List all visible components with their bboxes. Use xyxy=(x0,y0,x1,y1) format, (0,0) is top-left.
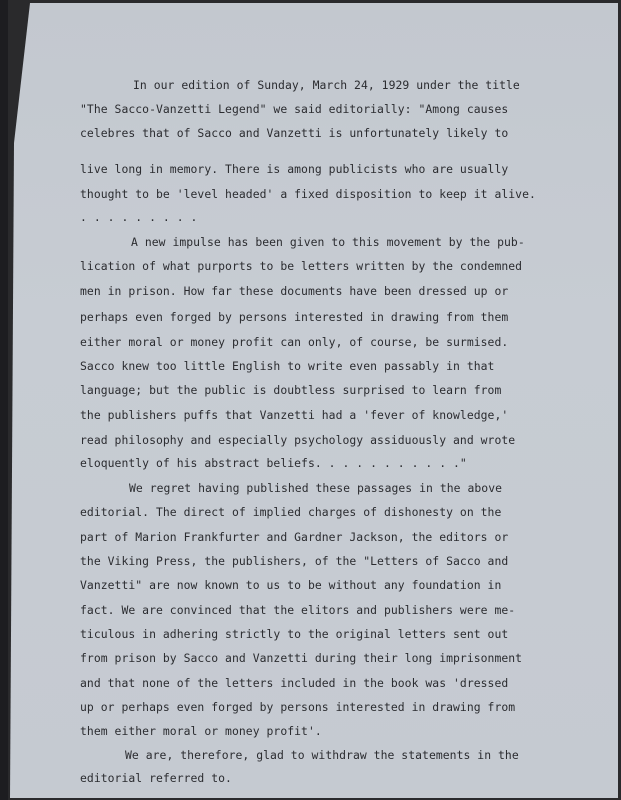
text-line: Sacco knew too little English to write even passably in that xyxy=(80,359,495,373)
text-line: part of Marion Frankfurter and Gardner Jackson, the editors or xyxy=(80,530,509,544)
text-line: eloquently of his abstract beliefs. . . . . . . . . . ." xyxy=(80,456,467,470)
text-line: celebres that of Sacco and Vanzetti is unfortunately likely to xyxy=(80,126,509,140)
text-line: either moral or money profit can only, of course, be surmised. xyxy=(80,335,509,349)
text-line: We are, therefore, glad to withdraw the statements in the xyxy=(125,748,519,762)
text-line: In our edition of Sunday, March 24, 1929 under the title xyxy=(133,78,520,92)
text-line: thought to be 'level headed' a fixed disposition to keep it alive. xyxy=(80,187,536,201)
text-line: Vanzetti" are now known to us to be without any foundation in xyxy=(80,578,502,592)
text-line: men in prison. How far these documents have been dressed up or xyxy=(80,284,509,298)
text-line: A new impulse has been given to this movement by the pub- xyxy=(131,235,525,249)
text-line: editorial. The direct of implied charges of dishonesty on the xyxy=(80,505,502,519)
text-line: and that none of the letters included in the book was 'dressed xyxy=(80,676,509,690)
text-line: the Viking Press, the publishers, of the "Letters of Sacco and xyxy=(80,554,509,568)
text-line: ticulous in adhering strictly to the original letters sent out xyxy=(80,627,509,641)
text-line: read philosophy and especially psychology assiduously and wrote xyxy=(80,433,516,447)
ellipsis-line: . . . . . . . . . xyxy=(80,210,198,224)
text-line: language; but the public is doubtless surprised to learn from xyxy=(80,383,502,397)
text-line: them either moral or money profit'. xyxy=(80,724,322,738)
text-line: from prison by Sacco and Vanzetti during their long imprisonment xyxy=(80,651,523,665)
text-line: live long in memory. There is among publicists who are usually xyxy=(80,162,509,176)
text-line: perhaps even forged by persons interested in drawing from them xyxy=(80,310,509,324)
text-line: fact. We are convinced that the elitors and publishers were me- xyxy=(80,603,516,617)
text-line: We regret having published these passages in the above xyxy=(129,481,503,495)
text-line: editorial referred to. xyxy=(80,771,232,785)
text-line: lication of what purports to be letters written by the condemned xyxy=(80,259,523,273)
text-line: the publishers puffs that Vanzetti had a 'fever of knowledge,' xyxy=(80,408,509,422)
text-line: "The Sacco-Vanzetti Legend" we said editorially: "Among causes xyxy=(80,102,509,116)
text-line: up or perhaps even forged by persons interested in drawing from xyxy=(80,700,516,714)
